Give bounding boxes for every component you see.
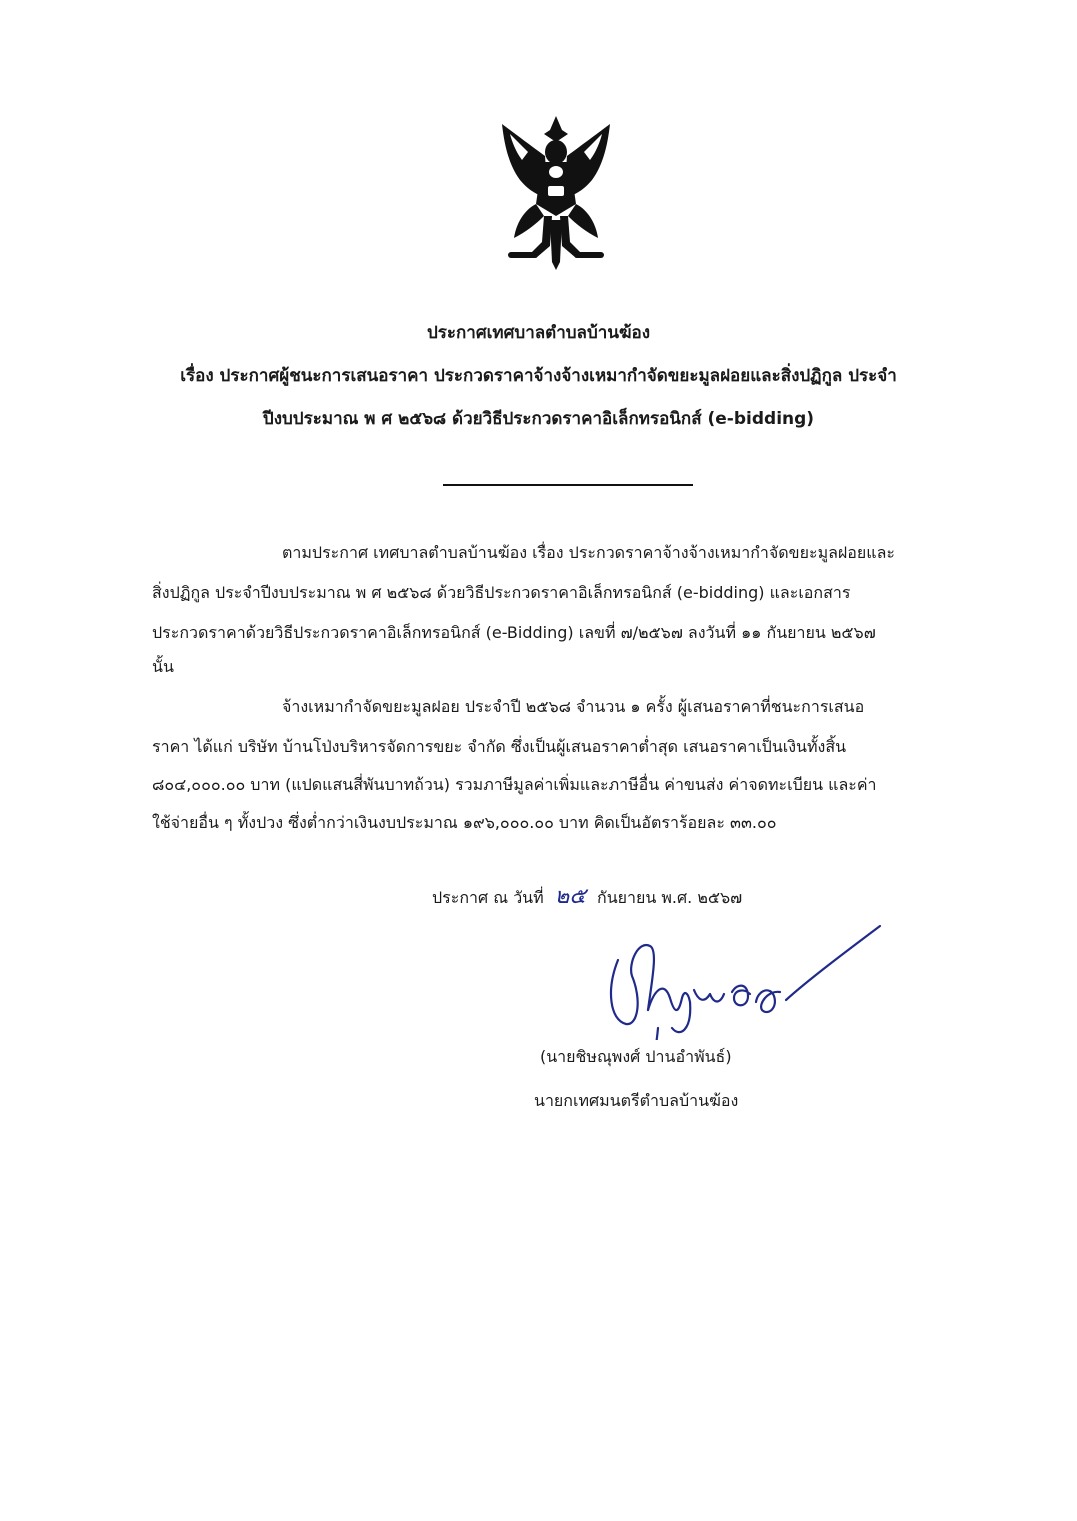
announcement-subject-line1: เรื่อง ประกาศผู้ชนะการเสนอราคา ประกวดราคาจ้างจ้างเหมากำจัดขยะมูลฝอยและสิ่งปฏิกูล ประจำ — [180, 366, 897, 386]
announcement-date — [432, 884, 743, 909]
paragraph1-line2: สิ่งปฏิกูล ประจำปีงบประมาณ พ ศ ๒๕๖๘ ด้วยวิธีประกวดราคาอิเล็กทรอนิกส์ (e-bidding) และเอกสาร — [152, 583, 851, 602]
paragraph1-line4: นั้น — [152, 657, 174, 676]
garuda-emblem-icon — [496, 112, 616, 272]
date-suffix: กันยายน พ.ศ. ๒๕๖๗ — [597, 888, 743, 907]
announcement-title: ประกาศเทศบาลตำบลบ้านฆ้อง — [426, 323, 651, 343]
paragraph2-line3: ๘๐๔,๐๐๐.๐๐ บาท (แปดแสนสี่พันบาทถ้วน) รวมภาษีมูลค่าเพิ่มและภาษีอื่น ค่าขนส่ง ค่าจดทะเบียน และค่า — [152, 775, 877, 794]
announcement-subject-line2: ปีงบประมาณ พ ศ ๒๕๖๘ ด้วยวิธีประกวดราคาอิเล็กทรอนิกส์ (e-bidding) — [262, 409, 815, 429]
paragraph2-line4: ใช้จ่ายอื่น ๆ ทั้งปวง ซึ่งต่ำกว่าเงินงบประมาณ ๑๙๖,๐๐๐.๐๐ บาท คิดเป็นอัตราร้อยละ ๓๓.๐๐ — [152, 813, 777, 832]
date-prefix: ประกาศ ณ วันที่ — [432, 888, 544, 907]
date-day-handwritten: ๒๕ — [554, 884, 586, 909]
paragraph2-line1: จ้างเหมากำจัดขยะมูลฝอย ประจำปี ๒๕๖๘ จำนวน ๑ ครั้ง ผู้เสนอราคาที่ชนะการเสนอ — [282, 697, 865, 716]
paragraph1-line3: ประกวดราคาด้วยวิธีประกวดราคาอิเล็กทรอนิกส์ (e-Bidding) เลขที่ ๗/๒๕๖๗ ลงวันที่ ๑๑ กันยายน ๒๕๖๗ — [152, 623, 876, 642]
handwritten-signature — [598, 920, 888, 1040]
paragraph1-line1: ตามประกาศ เทศบาลตำบลบ้านฆ้อง เรื่อง ประกวดราคาจ้างจ้างเหมากำจัดขยะมูลฝอยและ — [282, 543, 895, 562]
signer-title: นายกเทศมนตรีตำบลบ้านฆ้อง — [534, 1091, 739, 1110]
signer-name: (นายชิษณุพงศ์ ปานอำพันธ์) — [540, 1047, 732, 1066]
title-divider — [443, 484, 693, 486]
paragraph2-line2: ราคา ได้แก่ บริษัท บ้านโป่งบริหารจัดการขยะ จำกัด ซึ่งเป็นผู้เสนอราคาต่ำสุด เสนอราคาเป็นเงินทั้งสิ้น — [152, 737, 847, 756]
